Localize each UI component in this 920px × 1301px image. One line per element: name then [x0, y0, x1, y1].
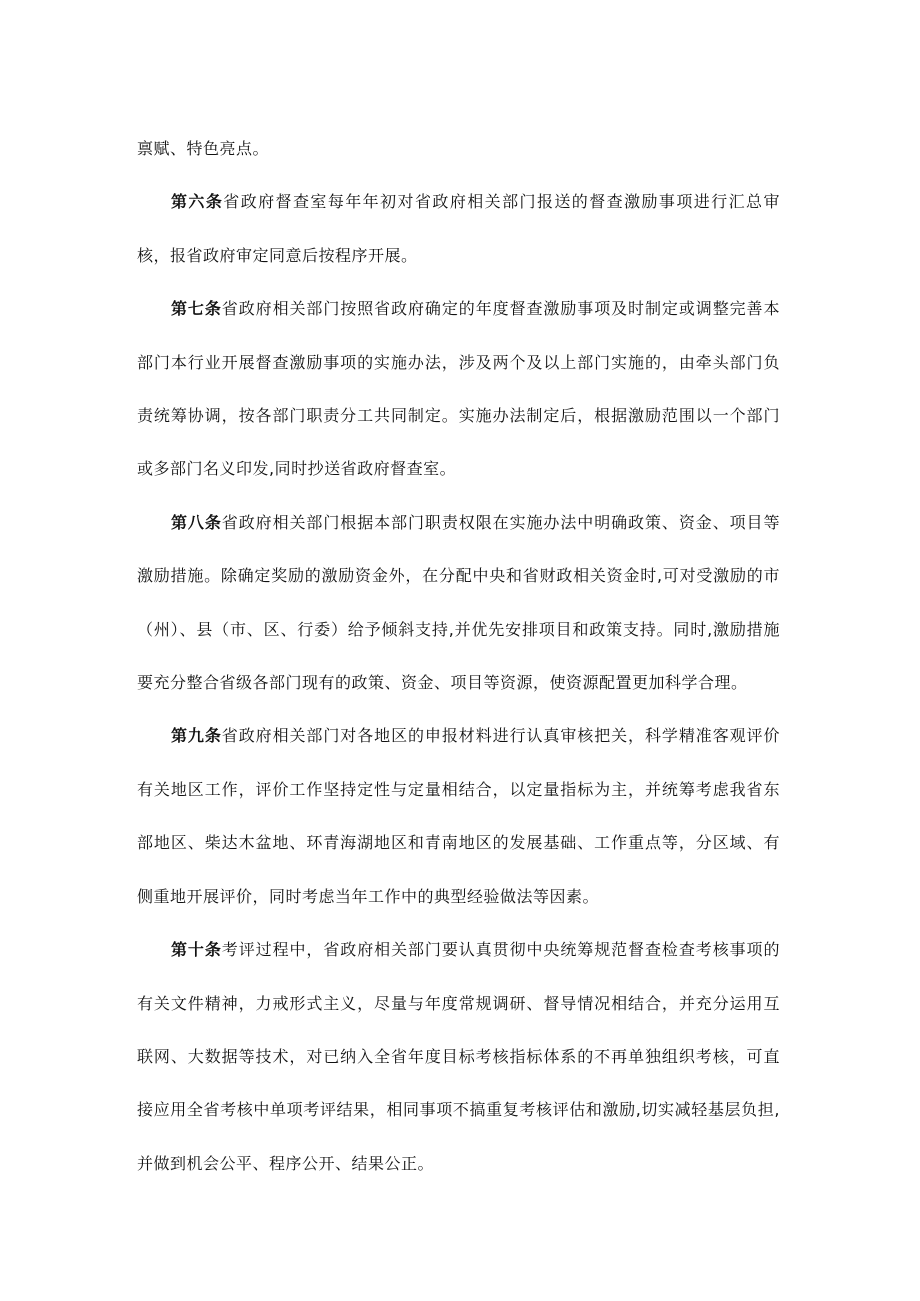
paragraph-article-9	[137, 709, 780, 923]
paragraph-article-7	[137, 282, 780, 496]
paragraph-article-6	[137, 175, 780, 282]
paragraph-article-8	[137, 496, 780, 710]
document-page	[137, 122, 780, 1190]
article-heading: 第六条	[171, 192, 224, 212]
paragraph-text: 省政府相关部门按照省政府确定的年度督查激励事项及时制定或调整完善本部门本行业开展督查激励事项的实施办法，涉及两个及以上部门实施的，由牵头部门负责统筹协调，按各部门职责分工共同制定。实施办法制定后，根据激励范围以一个部门或多部门名义印发,同时抄送省政府督查室。	[137, 299, 780, 479]
paragraph-article-10	[137, 923, 780, 1190]
article-heading: 第九条	[171, 726, 222, 746]
paragraph-text: 禀赋、特色亮点。	[137, 139, 270, 158]
paragraph-text: 省政府相关部门根据本部门职责权限在实施办法中明确政策、资金、项目等激励措施。除确定奖励的激励资金外，在分配中央和省财政相关资金时,可对受激励的市（州）、县（市、区、行委）给予倾斜支持,并优先安排项目和政策支持。同时,激励措施要充分整合省级各部门现有的政策、资金、项目等资源，使资源配置更加科学合理。	[137, 512, 780, 693]
article-heading: 第七条	[171, 299, 222, 319]
paragraph-text: 考评过程中，省政府相关部门要认真贯彻中央统筹规范督查检查考核事项的有关文件精神，力戒形式主义，尽量与年度常规调研、督导情况相结合，并充分运用互联网、大数据等技术，对已纳入全省年度目标考核指标体系的不再单独组织考核，可直接应用全省考核中单项考评结果，相同事项不搞重复考核评估和激励,切实减轻基层负担,并做到机会公平、程序公开、结果公正。	[137, 940, 780, 1173]
paragraph-continuation	[137, 122, 780, 175]
paragraph-text: 省政府相关部门对各地区的申报材料进行认真审核把关，科学精准客观评价有关地区工作，评价工作坚持定性与定量相结合，以定量指标为主，并统筹考虑我省东部地区、柴达木盆地、环青海湖地区和青南地区的发展基础、工作重点等，分区域、有侧重地开展评价，同时考虑当年工作中的典型经验做法等因素。	[137, 726, 780, 906]
article-heading: 第十条	[171, 940, 222, 960]
paragraph-text: 省政府督查室每年年初对省政府相关部门报送的督查激励事项进行汇总审核，报省政府审定同意后按程序开展。	[137, 192, 780, 265]
article-heading: 第八条	[171, 512, 222, 532]
